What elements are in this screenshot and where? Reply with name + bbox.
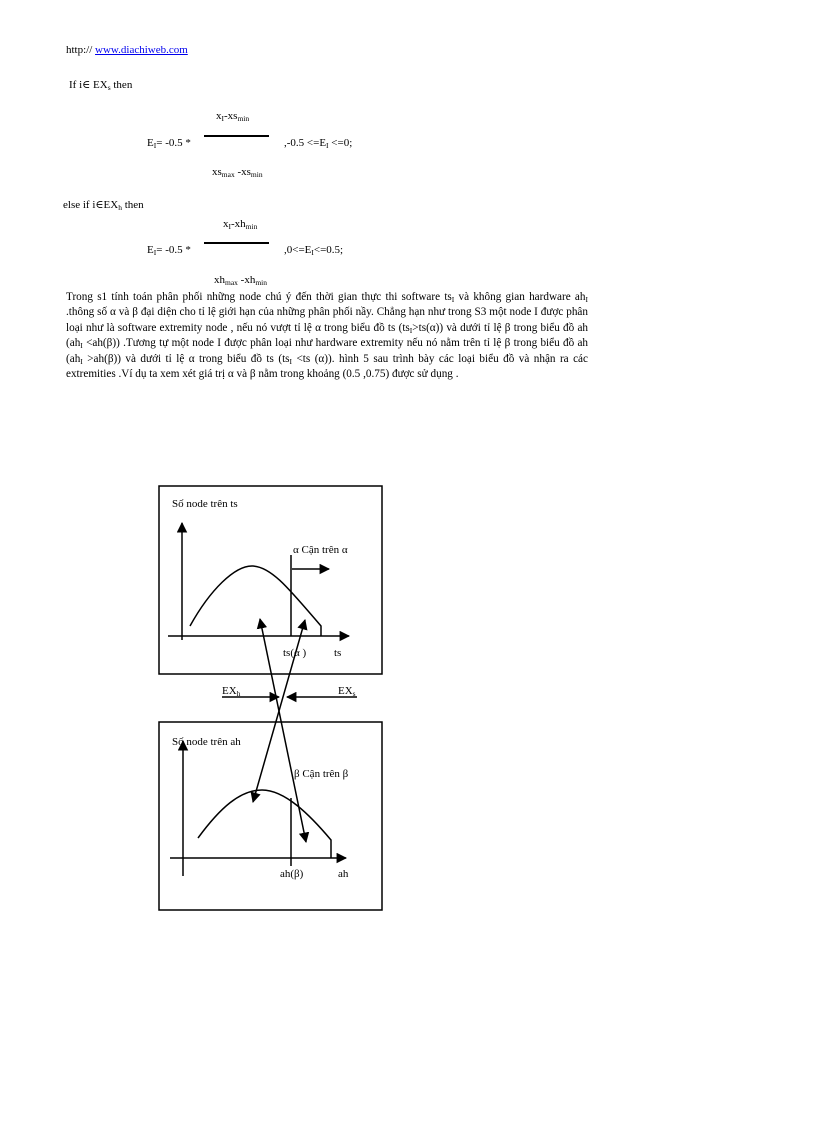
formula2-denominator: $xh_{max}$ $-xh_{min}$ bbox=[214, 274, 268, 287]
top-chart-title: Số node trên ts bbox=[172, 498, 238, 510]
bottom-chart-title: Số node trên ah bbox=[172, 736, 241, 748]
formula1-numerator: $x_I-xs_{min}$ bbox=[216, 110, 250, 123]
formula1-range: $,-0.5 <=E_I <=0$; bbox=[284, 137, 353, 150]
top-chart-threshold-label: ts(α ) bbox=[283, 647, 307, 659]
formula1-denominator: $xs_{max}$ $-xs_{min}$ bbox=[212, 166, 263, 179]
body-paragraph: Trong s1 tính toán phân phối những node chú ý đến thời gian thực thi software $ts_I$ và không gian hardware $ah_I$ .thông số α và β đại diện cho tỉ lệ giới hạn của những phân phối nầy. Chẳng hạn như trong S3 một node I được phân loại như là software extremity node , nếu nó vượt tỉ lệ α trong biểu đồ ts $(ts_I>ts(\alpha))$ và dưới tỉ lệ β trong biểu đồ ah $(ah_I <ah(\beta))$ .Tương tự một node I được phân loại như hardware extremity nếu nó nằm trên tỉ lệ β trong biểu đồ ah $(ah_I >ah(\beta))$ và dưới tỉ lệ α trong biểu đồ ts ($ts_I <ts$ (α)). hình 5 sau trình bày các loại biểu đồ và nhận ra các extremities .Ví dụ ta xem xét giá trị α và β nằm trong khoảng (0.5 ,0.75) được sử dụng . bbox=[66, 291, 589, 381]
bottom-chart-threshold-label: ah(β) bbox=[280, 868, 304, 880]
top-chart-axis-label: ts bbox=[334, 647, 342, 659]
bottom-chart-axis-label: ah bbox=[338, 868, 349, 880]
formula2-numerator: $x_I-xh_{min}$ bbox=[223, 218, 258, 231]
formula2-range: $,0<=E_I<=0.5$; bbox=[284, 244, 344, 257]
formula2-condition: else if $i\in EX_h$ then bbox=[63, 199, 144, 212]
ex-s-label: EXs bbox=[338, 685, 356, 698]
formula1-condition: If i∈ $EX_s$ then bbox=[69, 79, 133, 92]
top-chart-curve bbox=[190, 566, 321, 636]
url-link[interactable]: www.diachiweb.com bbox=[95, 44, 188, 56]
ex-h-label: EXh bbox=[222, 685, 241, 698]
bottom-chart-frame bbox=[159, 722, 382, 910]
url-prefix: http:// bbox=[66, 44, 96, 56]
formula1-lhs: $E_I= -0.5$ * bbox=[147, 137, 191, 150]
bottom-chart-curve bbox=[198, 790, 331, 858]
formula2-lhs: $E_I= -0.5$ * bbox=[147, 244, 191, 257]
top-chart-frame bbox=[159, 486, 382, 674]
bottom-chart-bound-label: β Cận trên β bbox=[294, 768, 349, 780]
top-chart-bound-label: α Cận trên α bbox=[293, 544, 348, 556]
